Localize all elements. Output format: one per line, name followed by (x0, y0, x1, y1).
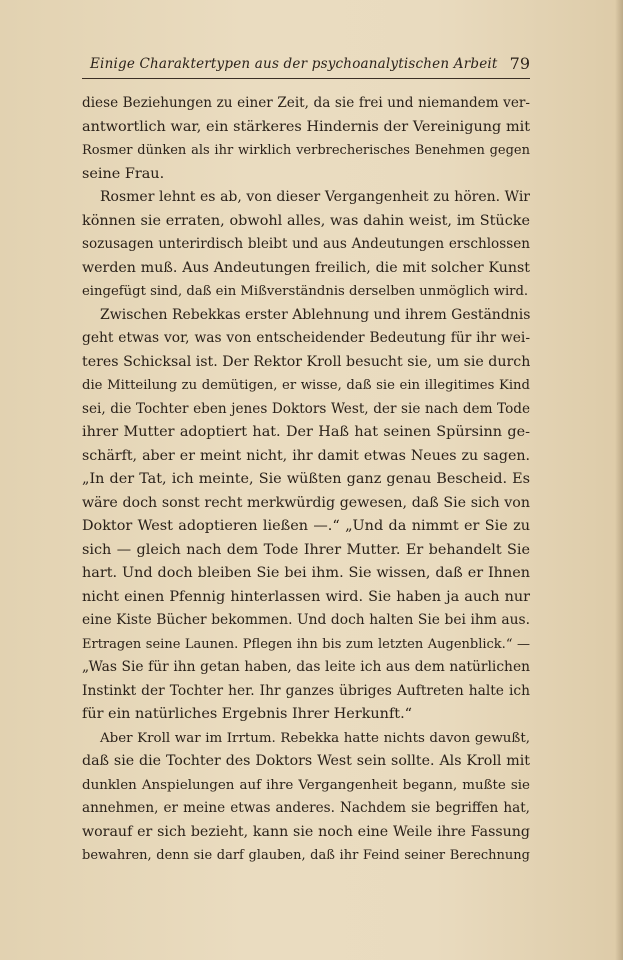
text-line: Doktor West adoptieren ließen —.“ „Und da nimmt er Sie zu (82, 518, 530, 534)
text-line: werden muß. Aus Andeutungen freilich, die mit solcher Kunst (82, 259, 530, 276)
text-line: die Mitteilung zu demütigen, er wisse, daß sie ein illegitimes Kind (82, 378, 530, 393)
text-line: wäre doch sonst recht merkwürdig gewesen, daß Sie sich von (82, 494, 530, 511)
text-line: Rosmer dünken als ihr wirklich verbrecherisches Benehmen gegen (82, 143, 530, 158)
text-line: „Was Sie für ihn getan haben, das leite ich aus dem natürlichen (82, 659, 530, 675)
text-line: hart. Und doch bleiben Sie bei ihm. Sie wissen, daß er Ihnen (82, 565, 530, 581)
page-number: 79 (509, 54, 530, 73)
running-header (82, 56, 530, 79)
text-line: Rosmer lehnt es ab, von dieser Vergangenheit zu hören. Wir (100, 189, 530, 205)
text-line: dunklen Anspielungen auf ihre Vergangenheit begann, mußte sie (82, 777, 530, 793)
text-line: seine Frau. (82, 165, 165, 182)
text-line: antwortlich war, ein stärkeres Hindernis der Vereinigung mit (82, 118, 530, 135)
body-text (82, 92, 530, 868)
text-line: Ertragen seine Launen. Pflegen ihn bis zum letzten Augenblick.“ — (82, 636, 530, 652)
text-line: für ein natürliches Ergebnis Ihrer Herkunft.“ (82, 706, 412, 722)
text-line: diese Beziehungen zu einer Zeit, da sie frei und niemandem ver- (82, 95, 530, 111)
text-line: eingefügt sind, daß ein Mißverständnis derselben unmöglich wird. (82, 284, 529, 299)
text-line: annehmen, er meine etwas anderes. Nachdem sie begriffen hat, (82, 800, 530, 816)
text-line: nicht einen Pfennig hinterlassen wird. Sie haben ja auch nur (82, 588, 530, 605)
text-line: Zwischen Rebekkas erster Ablehnung und ihrem Geständnis (100, 306, 531, 323)
running-title: Einige Charaktertypen aus der psychoanalytischen Arbeit (90, 56, 498, 72)
text-line: können sie erraten, obwohl alles, was dahin weist, im Stücke (82, 212, 530, 229)
page-edge-shadow (615, 0, 623, 960)
text-line: bewahren, denn sie darf glauben, daß ihr Feind seiner Berechnung (82, 848, 530, 863)
text-line: sozusagen unterirdisch bleibt und aus Andeutungen erschlossen (82, 236, 530, 252)
text-line: Aber Kroll war im Irrtum. Rebekka hatte nichts davon gewußt, (100, 730, 530, 746)
text-line: daß sie die Tochter des Doktors West sein sollte. Als Kroll mit (82, 753, 530, 769)
text-line: geht etwas vor, was von entscheidender Bedeutung für ihr wei- (82, 330, 530, 346)
text-line: worauf er sich bezieht, kann sie noch eine Weile ihre Fassung (82, 823, 530, 840)
text-line: „In der Tat, ich meinte, Sie wüßten ganz genau Bescheid. Es (82, 471, 530, 487)
text-line: sei, die Tochter eben jenes Doktors West, der sie nach dem Tode (82, 400, 530, 417)
text-line: sich — gleich nach dem Tode Ihrer Mutter. Er behandelt Sie (82, 541, 530, 558)
text-line: eine Kiste Bücher bekommen. Und doch halten Sie bei ihm aus. (82, 612, 530, 628)
text-line: ihrer Mutter adoptiert hat. Der Haß hat seinen Spürsinn ge- (82, 424, 530, 440)
text-line: teres Schicksal ist. Der Rektor Kroll besucht sie, um sie durch (82, 353, 531, 370)
text-line: Instinkt der Tochter her. Ihr ganzes übriges Auftreten halte ich (82, 682, 530, 699)
text-line: schärft, aber er meint nicht, ihr damit etwas Neues zu sagen. (82, 447, 530, 464)
